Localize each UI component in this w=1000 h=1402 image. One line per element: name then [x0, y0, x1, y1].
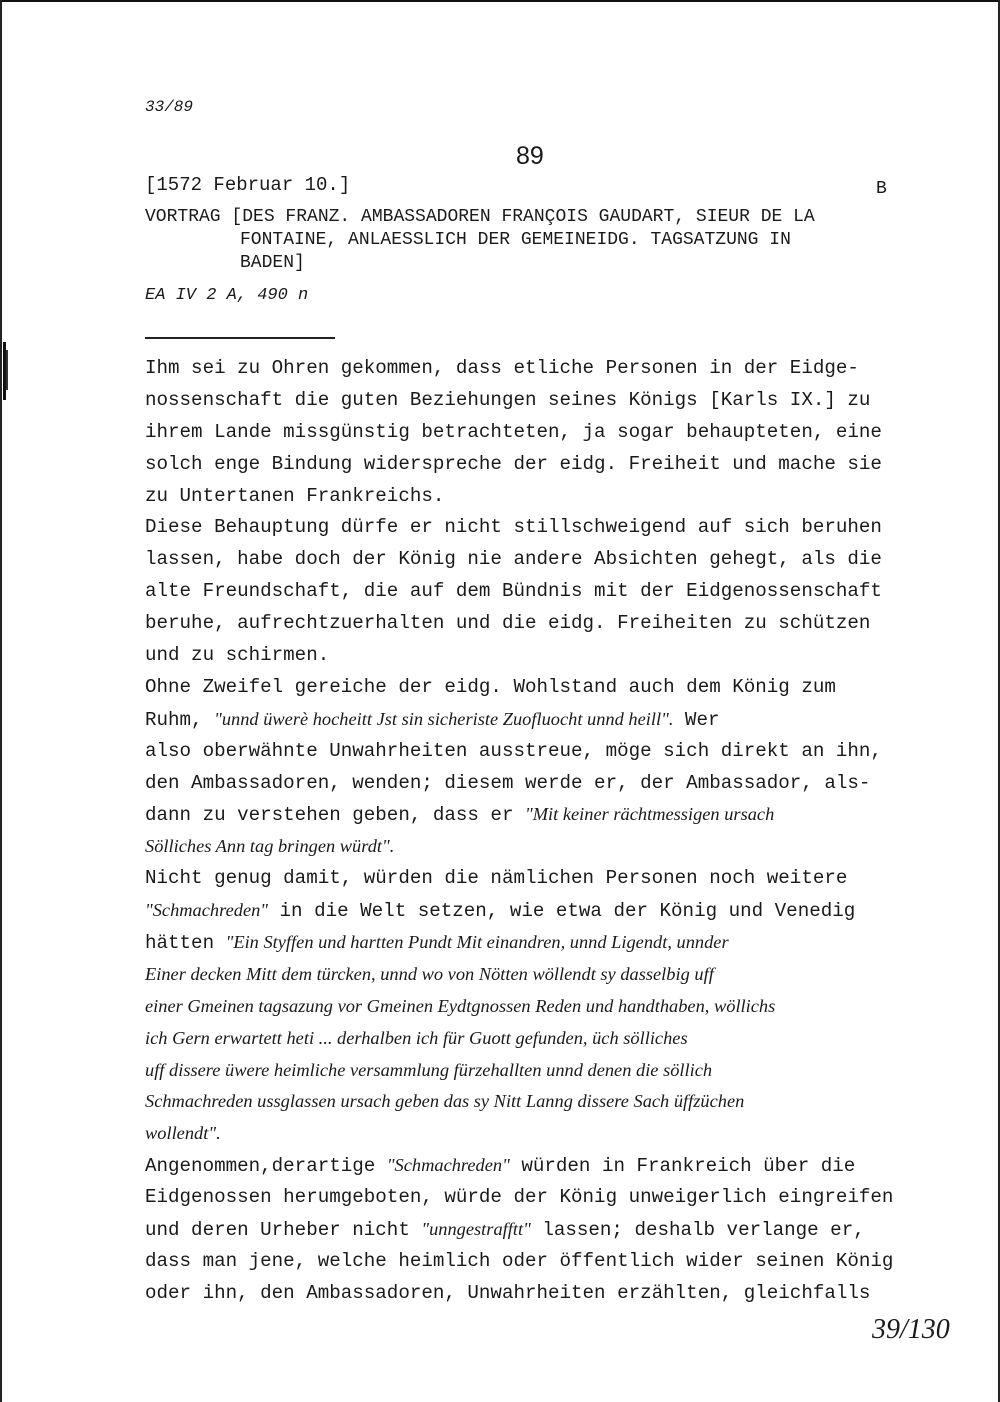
quote-text: "unngestrafftt" [421, 1219, 531, 1240]
body-line [145, 895, 935, 927]
quote-text: "Mit keiner rächtmessigen ursach [524, 804, 775, 825]
quote-line: uff dissere üwere heimliche versammlung fürzehallten unnd denen die söllich [145, 1059, 713, 1080]
source-citation: EA IV 2 A, 490 n [145, 286, 309, 305]
document-date: [1572 Februar 10.] [145, 174, 351, 196]
body-line: beruhe, aufrechtzuerhalten und die eidg. Freiheiten zu schützen [145, 612, 871, 635]
body-line [145, 1214, 935, 1246]
body-text-run: und deren Urheber nicht [145, 1219, 422, 1242]
quote-line: Sölliches Ann tag bringen würdt". [145, 836, 395, 857]
quote-text: "unnd üwerè hocheitt Jst sin sicheriste Zuofluocht unnd heill". [214, 708, 674, 729]
quote-text: "Ein Styffen und hartten Pundt Mit einandren, unnd Ligendt, unnder [225, 932, 729, 953]
body-line: Ohne Zweifel gereiche der eidg. Wohlstand auch dem König zum [145, 675, 836, 698]
title-line-2: FONTAINE, ANLAESSLICH DER GEMEINEIDG. TAGSATZUNG IN [240, 230, 791, 250]
body-line [145, 1150, 935, 1182]
quote-line: Einer decken Mitt dem türcken, unnd wo von Nötten wöllendt sy dasselbig uff [145, 963, 714, 984]
body-line: oder ihn, den Ambassadoren, Unwahrheiten erzählten, gleichfalls [145, 1281, 871, 1304]
document-letter: B [876, 179, 887, 199]
body-line: Ihm sei zu Ohren gekommen, dass etliche Personen in der Eidge- [145, 357, 859, 379]
body-line [145, 704, 935, 736]
body-text-run: Wer [673, 708, 720, 731]
body-line: dass man jene, welche heimlich oder öffentlich wider seinen König [145, 1249, 894, 1272]
body-line: lassen, habe doch der König nie andere Absichten gehegt, als die [145, 548, 882, 571]
quote-line: Schmachreden ussglassen ursach geben das sy Nitt Lanng dissere Sach üffzüchen [145, 1091, 745, 1112]
body-text-run: hätten [145, 932, 226, 955]
quote-line: wollendt". [145, 1123, 221, 1144]
body-line: Diese Behauptung dürfe er nicht stillschweigend auf sich beruhen [145, 516, 882, 539]
quote-text: "Schmachreden" [386, 1155, 510, 1176]
body-line: den Ambassadoren, wenden; diesem werde er, der Ambassador, als- [145, 771, 871, 794]
body-line: ihrem Lande missgünstig betrachteten, ja sogar behaupteten, eine [145, 420, 882, 443]
quote-line: einer Gmeinen tagsazung vor Gmeinen Eydtgnossen Reden und handthaben, wöllichs [145, 995, 776, 1016]
scan-border-top [0, 0, 1000, 2]
body-line: alte Freundschaft, die auf dem Bündnis mit der Eidgenossenschaft [145, 580, 882, 603]
body-line: zu Untertanen Frankreichs. [145, 484, 445, 507]
title-line-3: BADEN] [240, 253, 305, 273]
quote-line: ich Gern erwartett heti ... derhalben ich für Guott gefunden, üch sölliches [145, 1027, 688, 1048]
scan-border-left [0, 0, 2, 1402]
body-text [145, 353, 935, 1310]
body-line [145, 927, 935, 959]
body-text-run: lassen; deshalb verlange er, [530, 1219, 865, 1242]
body-line: und zu schirmen. [145, 644, 330, 667]
scan-mark-secondary [6, 350, 8, 390]
body-text-run: würden in Frankreich über die [509, 1155, 856, 1178]
body-line: Eidgenossen herumgeboten, würde der König unweigerlich eingreifen [145, 1186, 894, 1209]
body-text-run: in die Welt setzen, wie etwa der König und Venedig [268, 900, 856, 923]
handwritten-archive-number: 39/130 [872, 1314, 950, 1345]
body-line: Nicht genug damit, würden die nämlichen Personen noch weitere [145, 867, 848, 890]
body-line: nossenschaft die guten Beziehungen seines Königs [Karls IX.] zu [145, 388, 871, 411]
body-text-run: Angenommen,derartige [145, 1155, 387, 1178]
body-line: also oberwähnte Unwahrheiten ausstreue, möge sich direkt an ihn, [145, 739, 882, 762]
body-text-run: Ruhm, [145, 708, 215, 731]
document-reference: 33/89 [145, 98, 194, 116]
divider-rule [145, 337, 335, 339]
quote-text: "Schmachreden" [145, 900, 269, 921]
page-number: 89 [516, 142, 544, 170]
body-line: solch enge Bindung widerspreche der eidg. Freiheit und mache sie [145, 452, 882, 475]
body-line [145, 799, 935, 831]
body-text-run: dann zu verstehen geben, dass er [145, 804, 525, 827]
title-line-1: VORTRAG [DES FRANZ. AMBASSADOREN FRANÇOIS GAUDART, SIEUR DE LA [145, 207, 815, 227]
